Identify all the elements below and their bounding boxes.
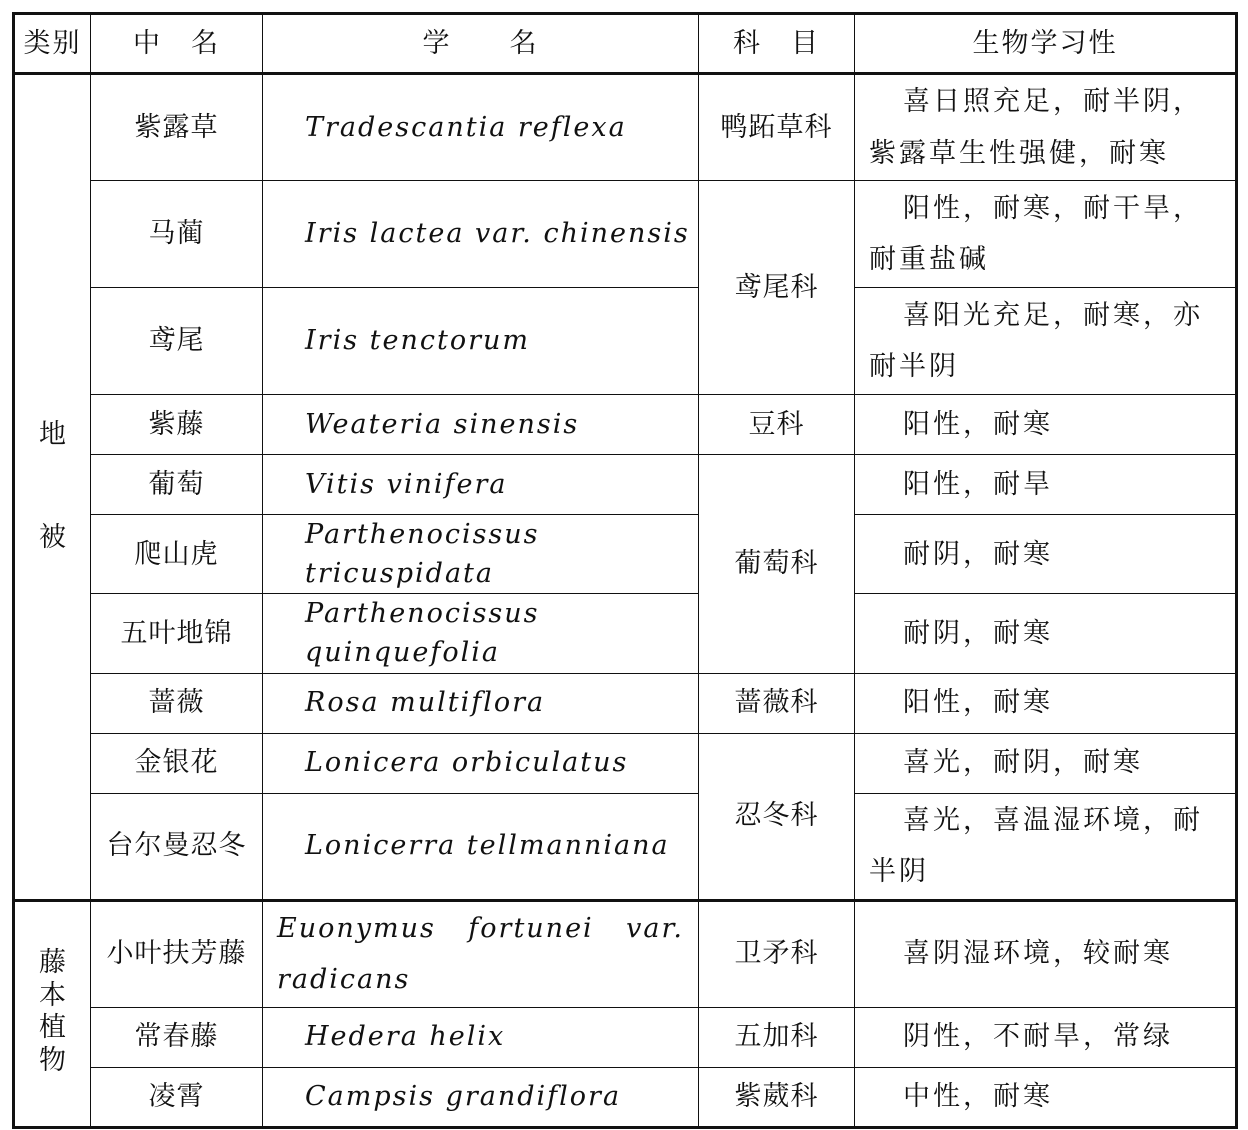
chinese-name: 葡萄 <box>91 455 263 515</box>
scientific-name: Weateria sinensis <box>263 395 699 455</box>
family-name: 葡萄科 <box>699 455 855 674</box>
habit-text: 喜阳光充足，耐寒，亦耐半阴 <box>855 288 1237 395</box>
table-row <box>14 181 1237 288</box>
chinese-name: 蔷薇 <box>91 673 263 733</box>
habit-text: 阳性，耐寒 <box>855 395 1237 455</box>
header-family: 科 目 <box>699 14 855 74</box>
habit-text: 阳性，耐寒，耐干旱，耐重盐碱 <box>855 181 1237 288</box>
table-header-row <box>14 14 1237 74</box>
family-name: 忍冬科 <box>699 733 855 900</box>
header-category: 类别 <box>14 14 91 74</box>
chinese-name: 爬山虎 <box>91 515 263 594</box>
family-name: 五加科 <box>699 1007 855 1067</box>
plant-habit-table <box>12 12 1238 1129</box>
scientific-name: Iris lactea var. chinensis <box>263 181 699 288</box>
table-row <box>14 395 1237 455</box>
table-row <box>14 900 1237 1007</box>
habit-text: 耐阴，耐寒 <box>855 515 1237 594</box>
table-row <box>14 515 1237 594</box>
family-name: 鸢尾科 <box>699 181 855 395</box>
scientific-name: Lonicera orbiculatus <box>263 733 699 793</box>
chinese-name: 小叶扶芳藤 <box>91 900 263 1007</box>
family-name: 紫葳科 <box>699 1067 855 1127</box>
family-name: 蔷薇科 <box>699 673 855 733</box>
habit-text: 阳性，耐旱 <box>855 455 1237 515</box>
scientific-name: Hedera helix <box>263 1007 699 1067</box>
scientific-name: Campsis grandiflora <box>263 1067 699 1127</box>
table-row <box>14 1007 1237 1067</box>
category-vine-plants: 藤本植物 <box>14 900 91 1127</box>
table-row <box>14 733 1237 793</box>
scientific-name: Iris tenctorum <box>263 288 699 395</box>
habit-text: 耐阴，耐寒 <box>855 594 1237 673</box>
habit-text: 喜光，喜温湿环境，耐半阴 <box>855 793 1237 900</box>
table-row <box>14 74 1237 181</box>
scientific-name: Euonymus fortunei var. radicans <box>263 900 699 1007</box>
header-scientific-name: 学 名 <box>263 14 699 74</box>
header-chinese-name: 中 名 <box>91 14 263 74</box>
family-name: 卫矛科 <box>699 900 855 1007</box>
header-habit: 生物学习性 <box>855 14 1237 74</box>
habit-text: 阳性，耐寒 <box>855 673 1237 733</box>
scientific-name: Parthenocissus quinquefolia <box>263 594 699 673</box>
family-name: 豆科 <box>699 395 855 455</box>
chinese-name: 金银花 <box>91 733 263 793</box>
table-row <box>14 793 1237 900</box>
chinese-name: 常春藤 <box>91 1007 263 1067</box>
table-row <box>14 594 1237 673</box>
table-row <box>14 1067 1237 1127</box>
table-row <box>14 288 1237 395</box>
habit-text: 喜日照充足，耐半阴，紫露草生性强健，耐寒 <box>855 74 1237 181</box>
chinese-name: 台尔曼忍冬 <box>91 793 263 900</box>
chinese-name: 紫露草 <box>91 74 263 181</box>
scientific-name: Rosa multiflora <box>263 673 699 733</box>
table-row <box>14 673 1237 733</box>
chinese-name: 紫藤 <box>91 395 263 455</box>
chinese-name: 凌霄 <box>91 1067 263 1127</box>
category-ground-cover: 地被 <box>14 74 91 901</box>
table-row <box>14 455 1237 515</box>
scientific-name: Tradescantia reflexa <box>263 74 699 181</box>
scientific-name: Lonicerra tellmanniana <box>263 793 699 900</box>
chinese-name: 五叶地锦 <box>91 594 263 673</box>
chinese-name: 鸢尾 <box>91 288 263 395</box>
chinese-name: 马蔺 <box>91 181 263 288</box>
habit-text: 喜光，耐阴，耐寒 <box>855 733 1237 793</box>
habit-text: 阴性，不耐旱，常绿 <box>855 1007 1237 1067</box>
scientific-name: Vitis vinifera <box>263 455 699 515</box>
habit-text: 喜阴湿环境，较耐寒 <box>855 900 1237 1007</box>
scientific-name: Parthenocissus tricuspidata <box>263 515 699 594</box>
habit-text: 中性，耐寒 <box>855 1067 1237 1127</box>
family-name: 鸭跖草科 <box>699 74 855 181</box>
